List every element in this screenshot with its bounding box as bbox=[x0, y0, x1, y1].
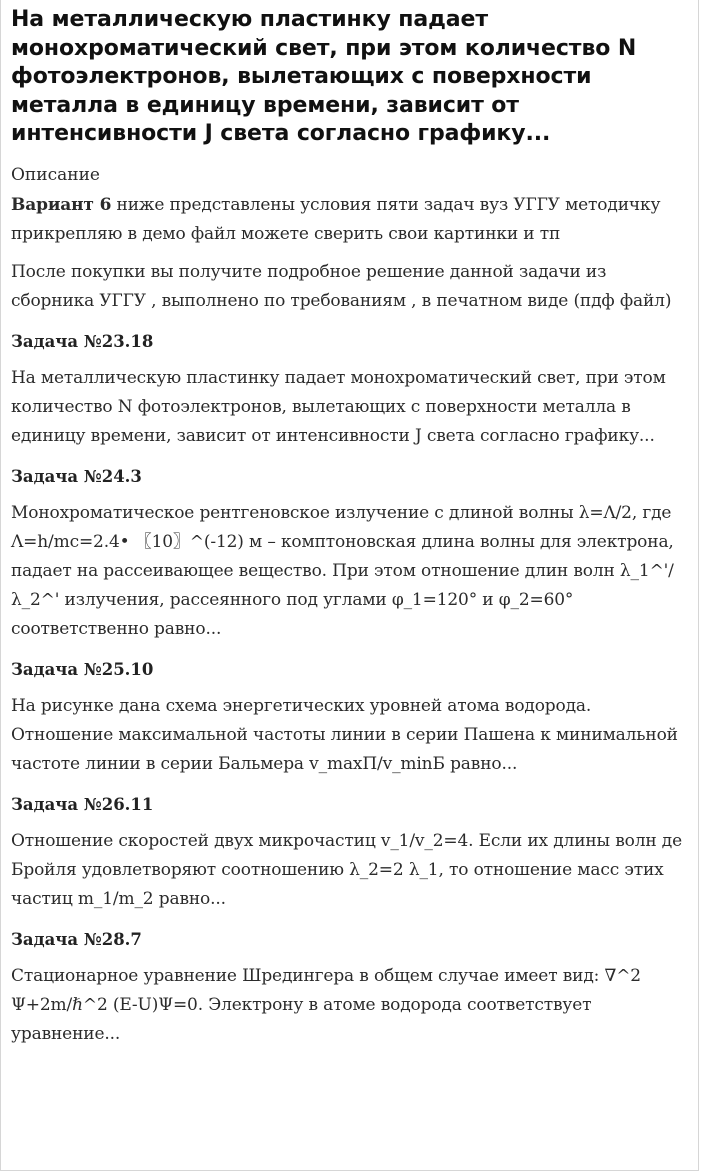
purchase-info-paragraph: После покупки вы получите подробное решение данной задачи из сборника УГГУ , выполнено по требованиям , в печатном виде (пдф файл) bbox=[11, 261, 672, 311]
task-text: Отношение скоростей двух микрочастиц v_1/v_2=4. Если их длины волн де Бройля удовлетворяют соотношению λ_2=2 λ_1, то отношение масс этих частиц m_1/m_2 равно... bbox=[11, 830, 683, 909]
task-heading: Задача №25.10 bbox=[11, 659, 154, 679]
variant-label: Вариант 6 bbox=[11, 194, 112, 215]
product-content bbox=[1, 0, 698, 1049]
task-heading: Задача №24.3 bbox=[11, 466, 142, 486]
task-text: На металлическую пластинку падает монохроматический свет, при этом количество N фотоэлектронов, вылетающих с поверхности металла в единицу времени, зависит от интенсивности J света согласно графику... bbox=[11, 367, 666, 446]
task-text: На рисунке дана схема энергетических уровней атома водорода. Отношение максимальной частоты линии в серии Пашена к минимальной частоте линии в серии Бальмера v_maxП/v_minБ равно... bbox=[11, 695, 678, 774]
variant-text: ниже представлены условия пяти задач вуз УГГУ методичку прикрепляю в демо файл можете сверить свои картинки и тп bbox=[11, 194, 661, 244]
task-heading: Задача №26.11 bbox=[11, 794, 154, 814]
task-heading: Задача №28.7 bbox=[11, 929, 142, 949]
task-text: Стационарное уравнение Шредингера в общем случае имеет вид: ∇^2 Ψ+2m/ℏ^2 (E-U)Ψ=0. Электрону в атоме водорода соответствует уравнение... bbox=[11, 965, 641, 1044]
description-label: Описание bbox=[11, 164, 100, 185]
task-heading: Задача №23.18 bbox=[11, 331, 154, 351]
variant-paragraph bbox=[11, 191, 690, 249]
page-title: На металлическую пластинку падает монохроматический свет, при этом количество N фотоэлектронов, вылетающих с поверхности металла в единицу времени, зависит от интенсивности J света согласно графику... bbox=[11, 7, 637, 146]
task-text: Монохроматическое рентгеновское излучение с длиной волны λ=Λ/2, где Λ=h/mc=2.4• 〖10〗^(-12) м – комптоновская длина волны для электрона, падает на рассеивающее вещество. При этом отношение длин волн λ_1^'/λ_2^' излучения, рассеянного под углами φ_1=120° и φ_2=60° соответственно равно... bbox=[11, 502, 674, 639]
